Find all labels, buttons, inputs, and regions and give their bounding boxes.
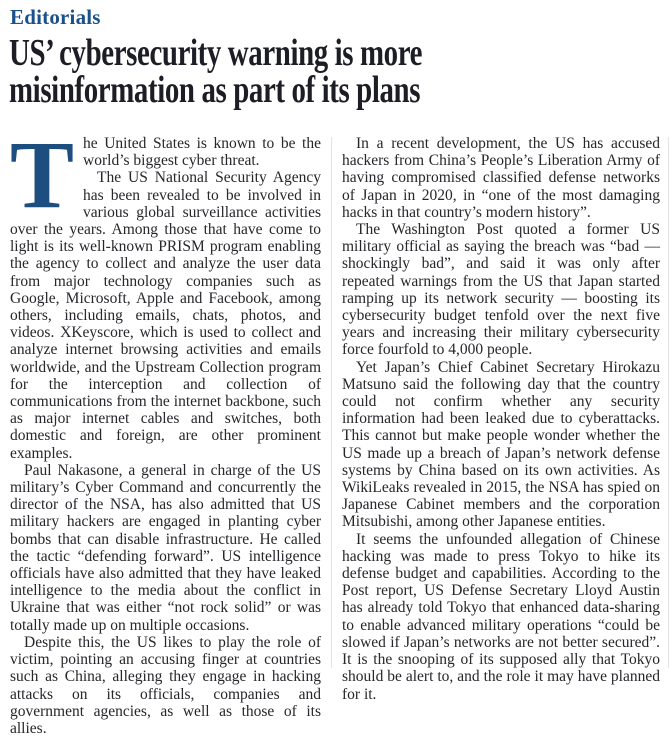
paragraph bbox=[10, 121, 321, 228]
drop-cap: T bbox=[10, 121, 75, 228]
headline bbox=[9, 32, 553, 111]
paragraph-text: he United States is known to be the world’s biggest cyber threat. bbox=[83, 135, 321, 170]
headline-line-2: misinformation as part of its plans bbox=[9, 69, 421, 111]
paragraph: The US National Security Agency has been revealed to be involved in various global surveillance activities over the years. Among those that have come to light is its well-known PRISM program enabling the agency to collect and analyze the user data from major technology companies such as Google, Microsoft, Apple and Facebook, among others, including emails, chats, photos, and videos. XKeyscore, which is used to collect and analyze internet browsing activities and emails worldwide, and the Upstream Collection program for the interception and collection of communications from the internet backbone, such as major internet cables and switches, both domestic and foreign, are other prominent examples. bbox=[10, 169, 321, 462]
left-column bbox=[10, 121, 321, 737]
right-column bbox=[342, 135, 660, 703]
section-label: Editorials bbox=[10, 5, 101, 29]
paragraph: It seems the unfounded allegation of Chinese hacking was made to press Tokyo to hike its defense budget and capabilities. According to the Post report, US Defense Secretary Lloyd Austin has already told Tokyo that enhanced data-sharing to enable advanced military operations “could be slowed if Japan’s networks are not better secured”. It is the snooping of its supposed ally that Tokyo should be alert to, and the role it may have planned for it. bbox=[342, 530, 660, 703]
column-divider bbox=[331, 137, 332, 668]
paragraph: The Washington Post quoted a former US military official as saying the breach was “bad — shockingly bad”, and said it was only after repeated warnings from the US that Japan started ramping up its network security — boosting its cybersecurity budget tenfold over the next five years and increasing their military cybersecurity force fourfold to 4,000 people. bbox=[342, 221, 660, 359]
page-edge-divider bbox=[668, 137, 669, 668]
paragraph: Despite this, the US likes to play the role of victim, pointing an accusing finger at countries such as China, alleging they engage in hacking attacks on its officials, companies and government agencies, as well as those of its allies. bbox=[10, 633, 321, 737]
headline-line-1: US’ cybersecurity warning is more bbox=[9, 32, 423, 74]
paragraph: Paul Nakasone, a general in charge of the US military’s Cyber Command and concurrently the director of the NSA, has also admitted that US military hackers are engaged in planting cyber bombs that can disable infrastructure. He called the tactic “defending forward”. US intelligence officials have also admitted that they have leaked intelligence to the media about the conflict in Ukraine that was either “not rock solid” or was totally made up on multiple occasions. bbox=[10, 461, 321, 634]
paragraph: In a recent development, the US has accused hackers from China’s People’s Liberation Army of having compromised classified defense networks of Japan in 2020, in “one of the most damaging hacks in that country’s modern history”. bbox=[342, 135, 660, 221]
paragraph: Yet Japan’s Chief Cabinet Secretary Hirokazu Matsuno said the following day that the country could not confirm whether any security information had been leaked due to cyberattacks. This cannot but make people wonder whether the US made up a breach of Japan’s network defense systems by China based on its own activities. As WikiLeaks revealed in 2015, the NSA has spied on Japanese Cabinet members and the corporation Mitsubishi, among other Japanese entities. bbox=[342, 358, 660, 531]
